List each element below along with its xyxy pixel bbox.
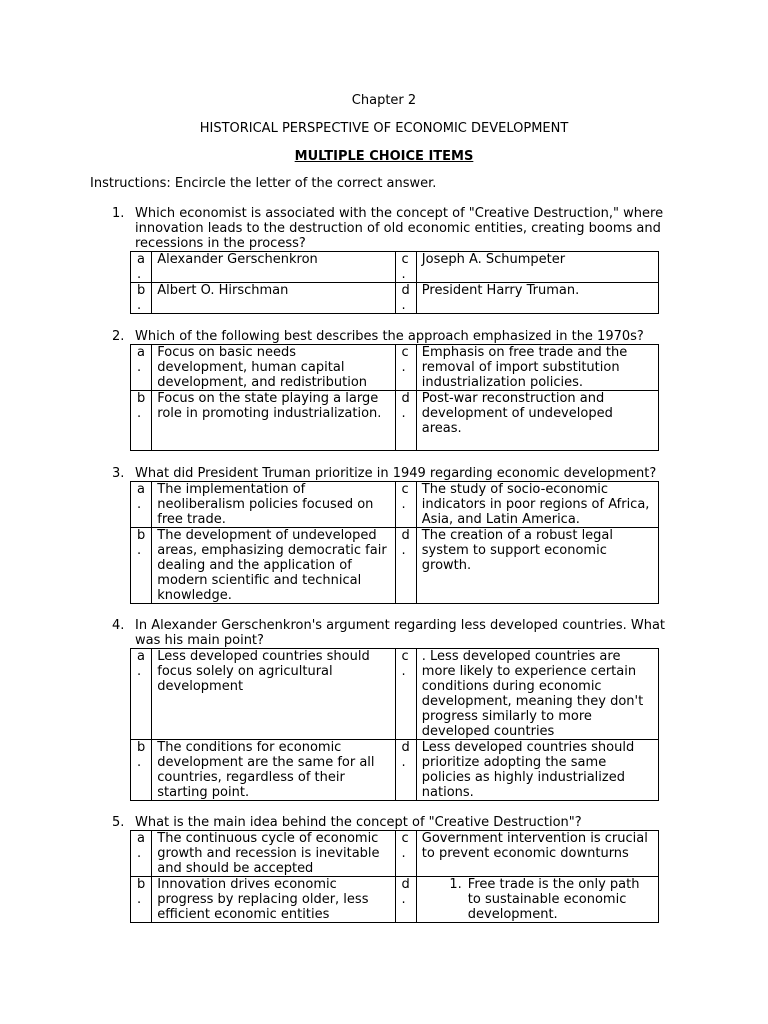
choices-table xyxy=(130,344,659,451)
choice-row xyxy=(131,345,659,391)
choice-a-text: Less developed countries should focus solely on agricultural development xyxy=(152,649,395,740)
choice-letter-c[interactable]: c . xyxy=(395,482,416,528)
choice-letter-d[interactable]: d . xyxy=(395,283,416,314)
question-3 xyxy=(112,466,682,604)
choice-letter-b[interactable]: b . xyxy=(131,877,152,923)
question-number: 1. xyxy=(112,206,125,221)
choice-letter-b[interactable]: b . xyxy=(131,528,152,604)
instructions: Instructions: Encircle the letter of the correct answer. xyxy=(90,176,437,191)
choice-a-text: The continuous cycle of economic growth and recession is inevitable and should be accepted xyxy=(152,831,395,877)
choice-letter-c[interactable]: c . xyxy=(395,345,416,391)
choice-row xyxy=(131,649,659,740)
choice-b-text: Albert O. Hirschman xyxy=(152,283,395,314)
question-text: What is the main idea behind the concept of "Creative Destruction"? xyxy=(135,815,582,830)
choice-row xyxy=(131,391,659,451)
choice-b-text: Focus on the state playing a large role in promoting industrialization. xyxy=(152,391,395,451)
choices-table xyxy=(130,481,659,604)
question-number: 3. xyxy=(112,466,125,481)
choices-table xyxy=(130,830,659,923)
question-number: 4. xyxy=(112,618,125,633)
choice-d-text: Less developed countries should prioritize adopting the same policies as highly industrialized nations. xyxy=(416,740,658,801)
choice-letter-d[interactable]: d . xyxy=(395,528,416,604)
choice-row xyxy=(131,831,659,877)
choices-table xyxy=(130,251,659,314)
choice-a-text: Focus on basic needs development, human capital development, and redistribution xyxy=(152,345,395,391)
choice-row xyxy=(131,252,659,283)
question-text: In Alexander Gerschenkron's argument regarding less developed countries. What was his main point? xyxy=(135,618,666,648)
choice-row xyxy=(131,283,659,314)
choices-table xyxy=(130,648,659,801)
choice-letter-b[interactable]: b . xyxy=(131,391,152,451)
chapter-heading: Chapter 2 xyxy=(351,93,417,108)
choice-letter-a[interactable]: a . xyxy=(131,649,152,740)
question-text: Which economist is associated with the concept of "Creative Destruction," where innovation leads to the destruction of old economic entities, creating booms and recessions in the process? xyxy=(135,206,664,251)
choice-row xyxy=(131,877,659,923)
question-text: What did President Truman prioritize in 1949 regarding economic development? xyxy=(135,466,657,481)
choice-a-text: Alexander Gerschenkron xyxy=(152,252,395,283)
question-2 xyxy=(112,329,682,451)
choice-a-text: The implementation of neoliberalism policies focused on free trade. xyxy=(152,482,395,528)
numbered-list-item xyxy=(422,877,653,922)
question-4 xyxy=(112,618,682,801)
choice-b-text: The development of undeveloped areas, emphasizing democratic fair dealing and the application of modern scientific and technical knowledge. xyxy=(152,528,395,604)
choice-letter-c[interactable]: c . xyxy=(395,831,416,877)
choice-letter-c[interactable]: c . xyxy=(395,649,416,740)
choice-c-text: Emphasis on free trade and the removal of import substitution industrialization policies. xyxy=(416,345,658,391)
choice-letter-a[interactable]: a . xyxy=(131,252,152,283)
document-subtitle: HISTORICAL PERSPECTIVE OF ECONOMIC DEVELOPMENT xyxy=(199,121,569,136)
choice-c-text: The study of socio-economic indicators in poor regions of Africa, Asia, and Latin America. xyxy=(416,482,658,528)
choice-letter-a[interactable]: a . xyxy=(131,482,152,528)
question-5 xyxy=(112,815,682,923)
choice-b-text: The conditions for economic development are the same for all countries, regardless of their starting point. xyxy=(152,740,395,801)
choice-d-text xyxy=(416,877,658,923)
choice-letter-a[interactable]: a . xyxy=(131,831,152,877)
question-text: Which of the following best describes the approach emphasized in the 1970s? xyxy=(135,329,644,344)
choice-row xyxy=(131,528,659,604)
choice-d-text: Post-war reconstruction and development of undeveloped areas. xyxy=(416,391,658,451)
choice-d-text: President Harry Truman. xyxy=(416,283,658,314)
question-number: 5. xyxy=(112,815,125,830)
choice-c-text: Government intervention is crucial to prevent economic downturns xyxy=(416,831,658,877)
list-item-text: Free trade is the only path to sustainable economic development. xyxy=(467,877,640,922)
section-title: MULTIPLE CHOICE ITEMS xyxy=(294,149,474,164)
choice-c-text: Joseph A. Schumpeter xyxy=(416,252,658,283)
choice-letter-a[interactable]: a . xyxy=(131,345,152,391)
choice-letter-d[interactable]: d . xyxy=(395,877,416,923)
choice-letter-c[interactable]: c . xyxy=(395,252,416,283)
choice-row xyxy=(131,482,659,528)
choice-b-text: Innovation drives economic progress by replacing older, less efficient economic entities xyxy=(152,877,395,923)
choice-d-text: The creation of a robust legal system to support economic growth. xyxy=(416,528,658,604)
choice-c-text: . Less developed countries are more likely to experience certain conditions during economic development, meaning they don't progress similarly to more developed countries xyxy=(416,649,658,740)
question-1 xyxy=(112,206,682,314)
choice-letter-b[interactable]: b . xyxy=(131,283,152,314)
choice-letter-d[interactable]: d . xyxy=(395,391,416,451)
list-number: 1. xyxy=(449,877,462,892)
choice-letter-b[interactable]: b . xyxy=(131,740,152,801)
question-number: 2. xyxy=(112,329,125,344)
choice-letter-d[interactable]: d . xyxy=(395,740,416,801)
choice-row xyxy=(131,740,659,801)
